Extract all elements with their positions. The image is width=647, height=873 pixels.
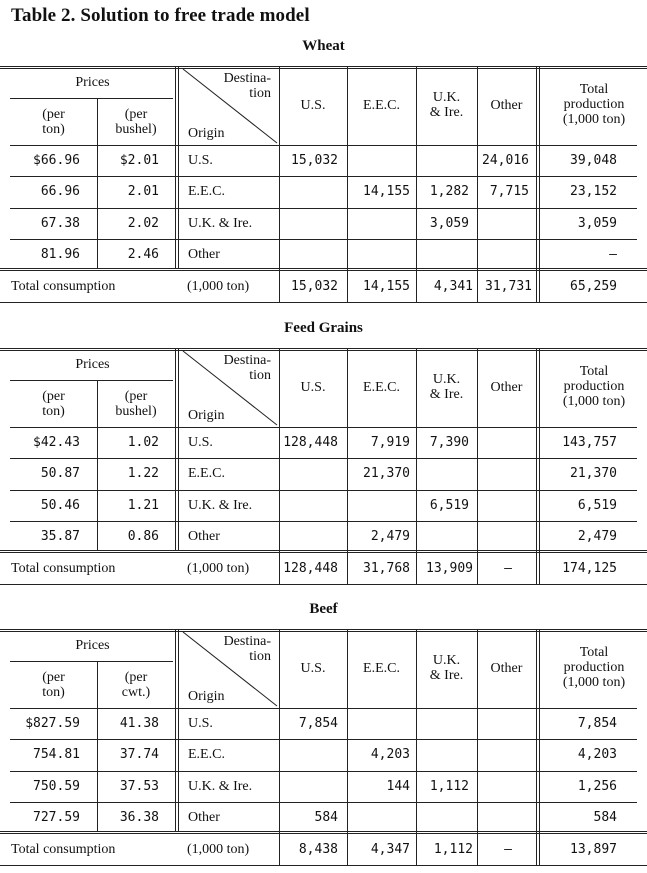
cell-us: 128,448 (283, 435, 338, 450)
origin-label: U.S. (188, 716, 213, 731)
per-unit-header: (per (124, 389, 148, 404)
cell-total: 21,370 (570, 466, 617, 481)
cell-other: 7,715 (489, 184, 529, 199)
price-per-unit: 1.02 (127, 435, 159, 450)
consumption-us: 8,438 (298, 842, 338, 857)
price-per-ton: 35.87 (40, 529, 80, 544)
table-bottom-rule (0, 584, 647, 585)
destination-header: Destina- (223, 353, 271, 368)
destination-header: tion (249, 368, 271, 383)
per-unit-header: (per (124, 670, 148, 685)
section-title: Feed Grains (284, 320, 363, 336)
consumption-unit: (1,000 ton) (187, 279, 250, 294)
consumption-other: — (504, 842, 512, 857)
per-ton-header: ton) (42, 404, 65, 419)
prices-header: Prices (75, 357, 110, 372)
cell-uk: 1,282 (429, 184, 469, 199)
cell-total: 1,256 (577, 779, 617, 794)
price-per-unit: 1.22 (127, 466, 159, 481)
per-unit-header: bushel) (115, 122, 157, 137)
prices-header: Prices (75, 638, 110, 653)
per-unit-header: cwt.) (121, 685, 151, 700)
per-ton-header: (per (42, 389, 65, 404)
consumption-total: 13,897 (570, 842, 617, 857)
table-bottom-rule (0, 302, 647, 303)
origin-header: Origin (188, 408, 225, 423)
cell-eec: 144 (386, 779, 410, 794)
uk-col-header: U.K. (432, 653, 461, 668)
cell-us: 584 (314, 810, 338, 825)
section-title: Wheat (302, 38, 345, 54)
cell-total: 143,757 (562, 435, 617, 450)
consumption-label: Total consumption (11, 842, 116, 857)
cell-other: 24,016 (482, 153, 529, 168)
data-table (0, 66, 647, 301)
cell-eec: 4,203 (370, 747, 410, 762)
origin-header: Origin (188, 126, 225, 141)
price-per-ton: 727.59 (33, 810, 80, 825)
uk-col-header: & Ire. (429, 105, 464, 120)
origin-label: U.S. (188, 153, 213, 168)
other-col-header: Other (490, 661, 523, 676)
origin-label: U.K. & Ire. (188, 498, 253, 513)
eec-col-header: E.E.C. (363, 661, 400, 676)
data-table (0, 348, 647, 583)
destination-header: tion (249, 649, 271, 664)
total-col-header: (1,000 ton) (562, 394, 626, 409)
price-per-unit: 37.53 (119, 779, 159, 794)
table-bottom-rule (0, 865, 647, 866)
total-col-header: (1,000 ton) (562, 675, 626, 690)
total-col-header: Total (579, 645, 609, 660)
price-per-ton: 750.59 (33, 779, 80, 794)
table-title: Table 2. Solution to free trade model (11, 5, 310, 26)
per-unit-header: bushel) (115, 404, 157, 419)
cell-total: 4,203 (577, 747, 617, 762)
cell-eec: 21,370 (363, 466, 410, 481)
cell-total: 584 (593, 810, 617, 825)
consumption-uk: 1,112 (433, 842, 473, 857)
price-per-unit: 37.74 (119, 747, 159, 762)
total-col-header: Total (579, 82, 609, 97)
price-per-ton: $66.96 (33, 153, 80, 168)
other-col-header: Other (490, 98, 523, 113)
consumption-us: 128,448 (283, 561, 338, 576)
per-ton-header: (per (42, 670, 65, 685)
per-ton-header: ton) (42, 685, 65, 700)
per-ton-header: (per (42, 107, 65, 122)
destination-header: Destina- (223, 634, 271, 649)
per-unit-header: (per (124, 107, 148, 122)
origin-label: E.E.C. (188, 466, 225, 481)
destination-header: Destina- (223, 71, 271, 86)
consumption-eec: 4,347 (370, 842, 410, 857)
cell-total: 23,152 (570, 184, 617, 199)
consumption-uk: 4,341 (433, 279, 473, 294)
price-per-ton: $42.43 (33, 435, 80, 450)
origin-label: U.S. (188, 435, 213, 450)
price-per-ton: $827.59 (25, 716, 80, 731)
us-col-header: U.S. (300, 98, 326, 113)
cell-us: 7,854 (298, 716, 338, 731)
origin-label: Other (188, 247, 220, 262)
price-per-ton: 50.46 (40, 498, 80, 513)
consumption-other: 31,731 (485, 279, 532, 294)
price-per-unit: $2.01 (119, 153, 159, 168)
origin-header: Origin (188, 689, 225, 704)
origin-label: E.E.C. (188, 184, 225, 199)
origin-label: E.E.C. (188, 747, 225, 762)
total-col-header: production (563, 97, 625, 112)
uk-col-header: & Ire. (429, 387, 464, 402)
cell-uk: 3,059 (429, 216, 469, 231)
price-per-unit: 1.21 (127, 498, 159, 513)
total-col-header: production (563, 660, 625, 675)
us-col-header: U.S. (300, 661, 326, 676)
consumption-total: 174,125 (562, 561, 617, 576)
origin-label: U.K. & Ire. (188, 779, 253, 794)
price-per-unit: 36.38 (119, 810, 159, 825)
destination-header: tion (249, 86, 271, 101)
cell-uk: 1,112 (429, 779, 469, 794)
consumption-total: 65,259 (570, 279, 617, 294)
consumption-uk: 13,909 (426, 561, 473, 576)
price-per-unit: 41.38 (119, 716, 159, 731)
price-per-ton: 754.81 (33, 747, 80, 762)
origin-label: U.K. & Ire. (188, 216, 253, 231)
cell-total: 2,479 (577, 529, 617, 544)
cell-total: 7,854 (577, 716, 617, 731)
per-ton-header: ton) (42, 122, 65, 137)
consumption-eec: 14,155 (363, 279, 410, 294)
cell-eec: 14,155 (363, 184, 410, 199)
price-per-ton: 50.87 (40, 466, 80, 481)
uk-col-header: U.K. (432, 90, 461, 105)
consumption-label: Total consumption (11, 279, 116, 294)
consumption-unit: (1,000 ton) (187, 842, 250, 857)
total-col-header: (1,000 ton) (562, 112, 626, 127)
price-per-unit: 2.46 (127, 247, 159, 262)
cell-total: 39,048 (570, 153, 617, 168)
other-col-header: Other (490, 380, 523, 395)
section-title: Beef (309, 601, 338, 617)
price-per-unit: 2.02 (127, 216, 159, 231)
cell-eec: 2,479 (370, 529, 410, 544)
consumption-us: 15,032 (291, 279, 338, 294)
origin-label: Other (188, 810, 220, 825)
price-per-ton: 81.96 (40, 247, 80, 262)
cell-total: 6,519 (577, 498, 617, 513)
prices-header: Prices (75, 75, 110, 90)
cell-eec: 7,919 (370, 435, 410, 450)
origin-label: Other (188, 529, 220, 544)
total-col-header: production (563, 379, 625, 394)
consumption-unit: (1,000 ton) (187, 561, 250, 576)
us-col-header: U.S. (300, 380, 326, 395)
cell-total: — (609, 247, 617, 262)
consumption-other: — (504, 561, 512, 576)
price-per-unit: 2.01 (127, 184, 159, 199)
total-col-header: Total (579, 364, 609, 379)
uk-col-header: U.K. (432, 372, 461, 387)
cell-uk: 7,390 (429, 435, 469, 450)
cell-uk: 6,519 (429, 498, 469, 513)
data-table (0, 629, 647, 864)
eec-col-header: E.E.C. (363, 380, 400, 395)
eec-col-header: E.E.C. (363, 98, 400, 113)
uk-col-header: & Ire. (429, 668, 464, 683)
consumption-eec: 31,768 (363, 561, 410, 576)
price-per-ton: 66.96 (40, 184, 80, 199)
cell-total: 3,059 (577, 216, 617, 231)
price-per-unit: 0.86 (127, 529, 159, 544)
price-per-ton: 67.38 (40, 216, 80, 231)
consumption-label: Total consumption (11, 561, 116, 576)
cell-us: 15,032 (291, 153, 338, 168)
